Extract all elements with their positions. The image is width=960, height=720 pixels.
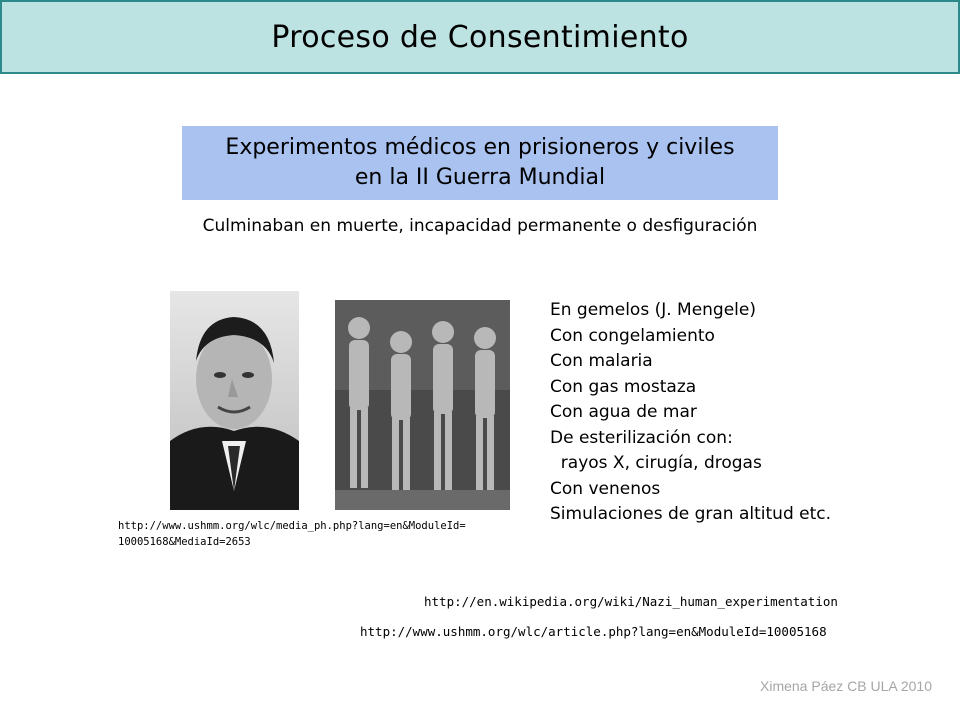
list-item: Con congelamiento — [550, 325, 715, 346]
experiment-list — [550, 298, 831, 528]
highlight-box — [182, 126, 778, 200]
children-photo — [335, 300, 510, 510]
list-item: En gemelos (J. Mengele) — [550, 300, 756, 320]
slide-title: Proceso de Consentimiento — [271, 19, 689, 55]
footer-credit: Ximena Páez CB ULA 2010 — [760, 678, 932, 694]
title-bar — [0, 0, 960, 74]
image-credit-line-2[interactable]: 10005168&MediaId=2653 — [118, 536, 251, 548]
list-item: Con malaria — [550, 351, 653, 371]
highlight-line-2: en la II Guerra Mundial — [354, 165, 606, 190]
list-item: Con venenos — [550, 478, 661, 499]
list-item: rayos X, cirugía, drogas — [550, 453, 762, 473]
list-item: De esterilización con: — [550, 427, 733, 448]
reference-link-ushmm[interactable]: http://www.ushmm.org/wlc/article.php?lang=en&ModuleId=10005168 — [360, 624, 827, 639]
image-credit-line-1[interactable]: http://www.ushmm.org/wlc/media_ph.php?lang=en&ModuleId= — [118, 520, 466, 532]
subtitle: Culminaban en muerte, incapacidad permanente o desfiguración — [202, 216, 758, 236]
highlight-line-1: Experimentos médicos en prisioneros y civiles — [225, 135, 735, 160]
list-item: Simulaciones de gran altitud etc. — [550, 504, 832, 524]
portrait-photo — [170, 291, 299, 510]
reference-link-wikipedia[interactable]: http://en.wikipedia.org/wiki/Nazi_human_experimentation — [424, 594, 838, 609]
list-item: Con gas mostaza — [550, 376, 697, 397]
list-item: Con agua de mar — [550, 402, 697, 422]
image-credit — [118, 518, 518, 550]
